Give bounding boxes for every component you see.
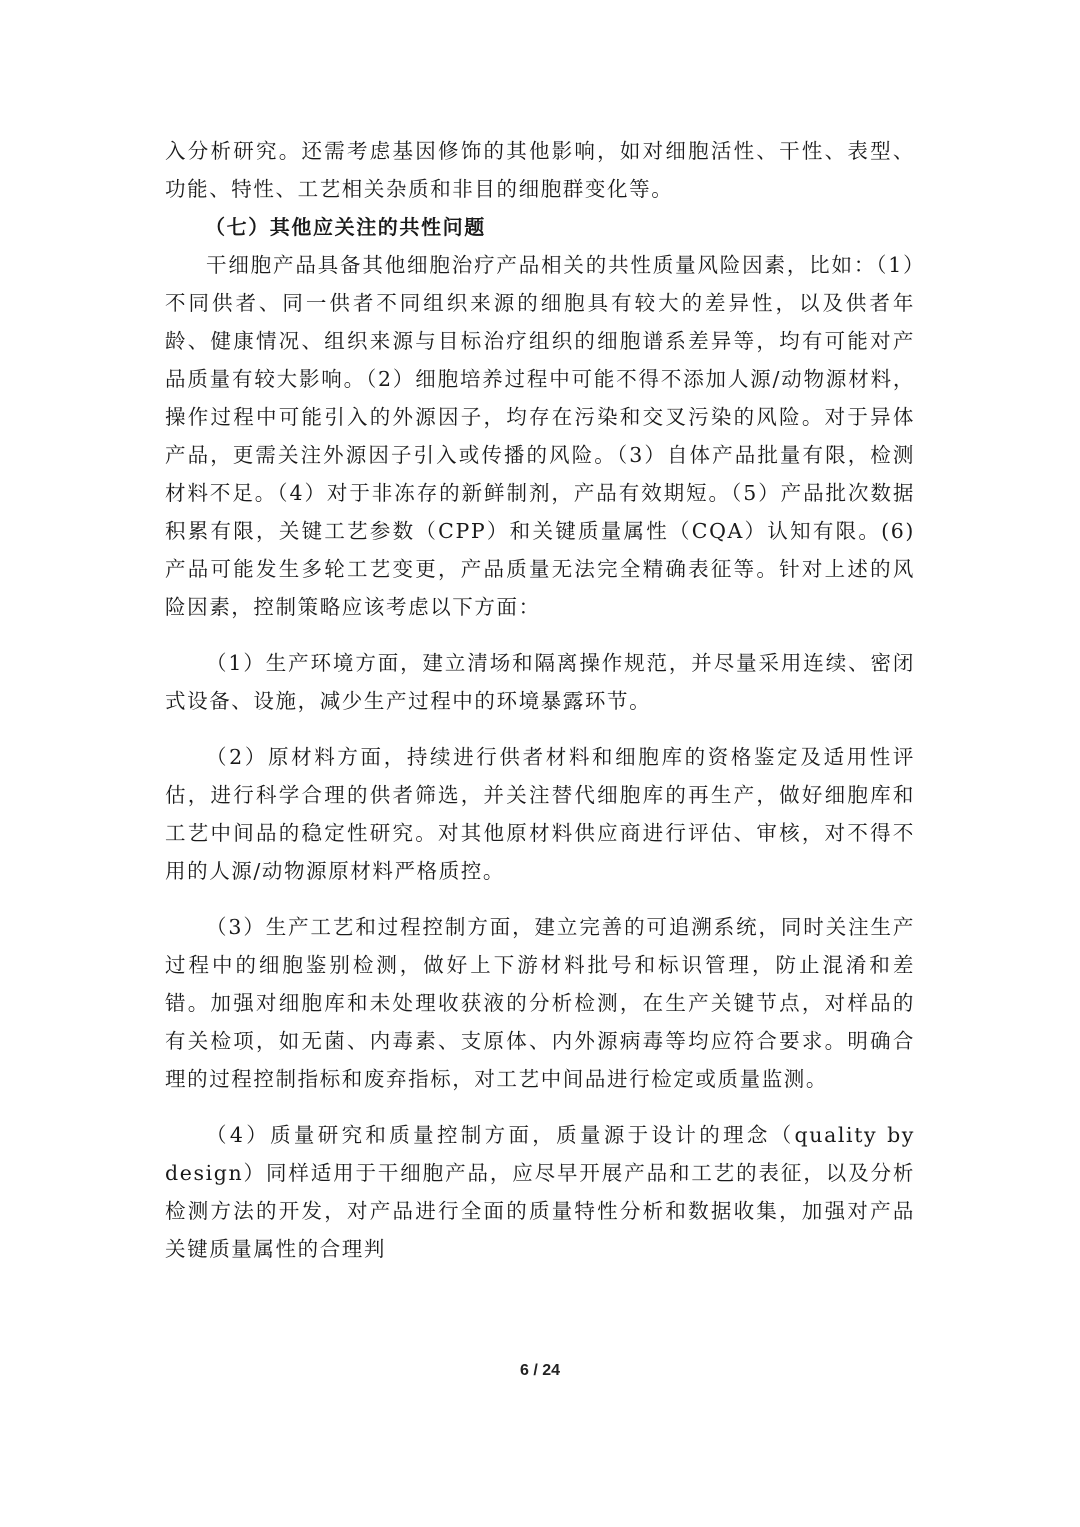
paragraph-raw-materials: （2）原材料方面，持续进行供者材料和细胞库的资格鉴定及适用性评估，进行科学合理的供者筛选，并关注替代细胞库的再生产，做好细胞库和工艺中间品的稳定性研究。对其他原材料供应商进行评估、审核，对不得不用的人源/动物源原材料严格质控。 (165, 745, 915, 883)
page-number: 6 / 24 (519, 1362, 561, 1379)
paragraph-production-environment: （1）生产环境方面，建立清场和隔离操作规范，并尽量采用连续、密闭式设备、设施，减少生产过程中的环境暴露环节。 (165, 651, 915, 713)
paragraph-common-risks: 干细胞产品具备其他细胞治疗产品相关的共性质量风险因素，比如：（1）不同供者、同一供者不同组织来源的细胞具有较大的差异性，以及供者年龄、健康情况、组织来源与目标治疗组织的细胞谱系差异等，均有可能对产品质量有较大影响。（2）细胞培养过程中可能不得不添加人源/动物源材料，操作过程中可能引入的外源因子，均存在污染和交叉污染的风险。对于异体产品，更需关注外源因子引入或传播的风险。（3）自体产品批量有限，检测材料不足。（4）对于非冻存的新鲜制剂，产品有效期短。（5）产品批次数据积累有限，关键工艺参数（CPP）和关键质量属性（CQA）认知有限。(6)产品可能发生多轮工艺变更，产品质量无法完全精确表征等。针对上述的风险因素，控制策略应该考虑以下方面： (165, 253, 915, 619)
intro-paragraph: 入分析研究。还需考虑基因修饰的其他影响，如对细胞活性、干性、表型、功能、特性、工艺相关杂质和非目的细胞群变化等。 (165, 139, 915, 201)
paragraph-quality-research: （4）质量研究和质量控制方面，质量源于设计的理念（quality by design）同样适用于干细胞产品，应尽早开展产品和工艺的表征，以及分析检测方法的开发，对产品进行全面的质量特性分析和数据收集，加强对产品关键质量属性的合理判 (165, 1123, 915, 1261)
document-body (165, 132, 915, 1268)
paragraph-process-control: （3）生产工艺和过程控制方面，建立完善的可追溯系统，同时关注生产过程中的细胞鉴别检测，做好上下游材料批号和标识管理，防止混淆和差错。加强对细胞库和未处理收获液的分析检测，在生产关键节点，对样品的有关检项，如无菌、内毒素、支原体、内外源病毒等均应符合要求。明确合理的过程控制指标和废弃指标，对工艺中间品进行检定或质量监测。 (165, 915, 915, 1091)
section-heading: （七）其他应关注的共性问题 (205, 215, 486, 239)
